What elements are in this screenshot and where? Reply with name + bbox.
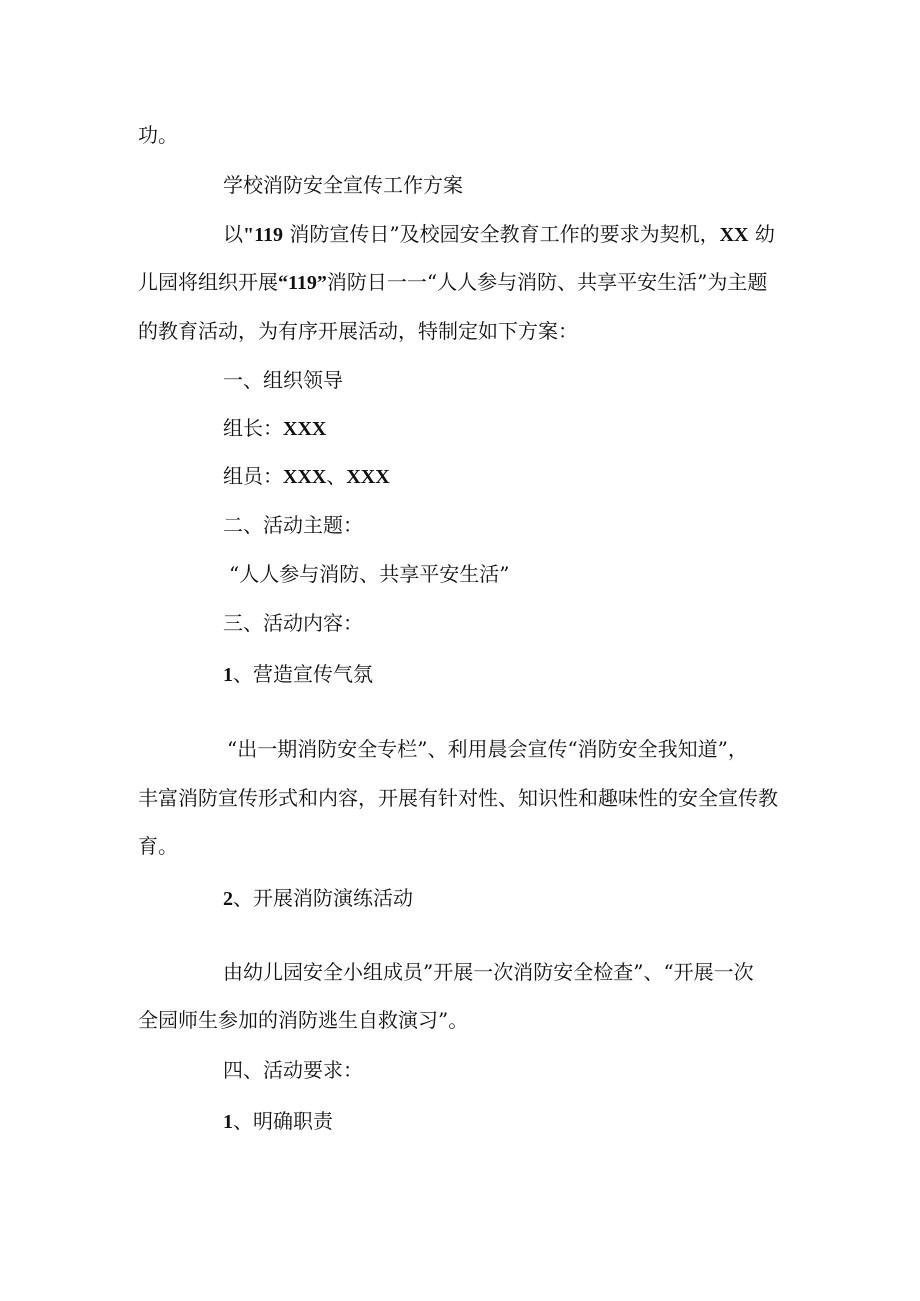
section-4-heading: 四、活动要求： bbox=[223, 1058, 363, 1082]
item-number: 1 bbox=[223, 1111, 233, 1133]
separator: 、 bbox=[326, 464, 347, 488]
item-3-1-line-3: 育。 bbox=[138, 834, 178, 858]
item-3-1-heading bbox=[223, 660, 373, 689]
members-line bbox=[223, 462, 390, 491]
text-run: 儿园将组织开展 bbox=[138, 270, 278, 294]
text-run: 消防日一一“人人参与消防、共享平安生活”为主题 bbox=[326, 270, 768, 294]
leader-value: XXX bbox=[283, 418, 327, 440]
member-value: XXX bbox=[283, 466, 327, 488]
theme-text: “人人参与消防、共享平安生活” bbox=[229, 562, 510, 586]
item-3-2-heading bbox=[223, 884, 413, 913]
section-1-heading: 一、组织领导 bbox=[223, 368, 343, 392]
item-3-1-line-1: “出一期消防安全专栏”、利用晨会宣传“消防安全我知道”， bbox=[227, 737, 748, 761]
bold-run: "119 bbox=[243, 224, 283, 246]
leader-line bbox=[223, 414, 326, 443]
item-4-1-heading bbox=[223, 1107, 333, 1136]
bold-run: “119” bbox=[278, 272, 327, 294]
item-number: 2 bbox=[223, 888, 233, 910]
member-value: XXX bbox=[346, 466, 390, 488]
intro-line-3: 的教育活动，为有序开展活动，特制定如下方案： bbox=[138, 319, 578, 343]
text-run: 幼 bbox=[748, 222, 775, 246]
text-run: 以 bbox=[223, 222, 243, 246]
item-3-2-line-1: 由幼儿园安全小组成员”开展一次消防安全检查”、“开展一次 bbox=[223, 960, 754, 984]
leader-label: 组长： bbox=[223, 416, 283, 440]
item-title: 、开展消防演练活动 bbox=[233, 886, 413, 910]
document-title: 学校消防安全宣传工作方案 bbox=[223, 173, 463, 197]
item-3-2-line-2: 全园师生参加的消防逃生自救演习”。 bbox=[138, 1008, 469, 1032]
paragraph-ending: 功。 bbox=[138, 123, 178, 147]
item-number: 1 bbox=[223, 664, 233, 686]
item-title: 、营造宣传气氛 bbox=[233, 662, 373, 686]
item-title: 、明确职责 bbox=[233, 1109, 333, 1133]
item-3-1-line-2: 丰富消防宣传形式和内容，开展有针对性、知识性和趣味性的安全宣传教 bbox=[138, 786, 778, 810]
bold-run: XX bbox=[719, 224, 749, 246]
intro-line-1 bbox=[223, 220, 775, 249]
text-run: 消防宣传日”及校园安全教育工作的要求为契机， bbox=[283, 222, 720, 246]
section-2-heading: 二、活动主题： bbox=[223, 513, 363, 537]
section-3-heading: 三、活动内容： bbox=[223, 611, 363, 635]
intro-line-2 bbox=[138, 268, 767, 297]
members-label: 组员： bbox=[223, 464, 283, 488]
